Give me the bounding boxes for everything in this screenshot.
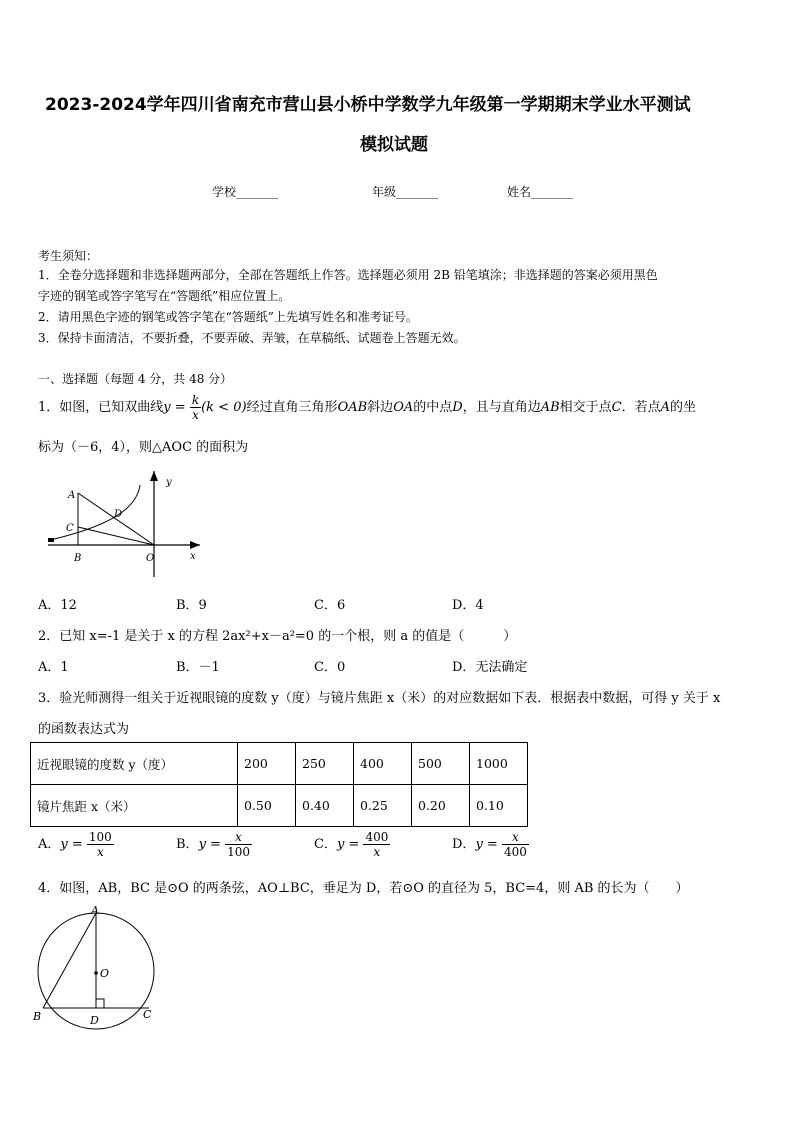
q1-option-c: C．6 (314, 598, 346, 613)
table-cell: 1000 (470, 743, 528, 785)
q1-option-b: B．9 (176, 598, 207, 613)
question-1-line2: 标为（－6，4），则△AOC 的面积为 (38, 440, 249, 455)
label-O: O (100, 967, 110, 980)
label-x: x (190, 551, 196, 562)
question-3-line1: 3．验光师测得一组关于近视眼镜的度数 y（度）与镜片焦距 x（米）的对应数据如下表．根据表中数据，可得 y 关于 x (38, 691, 721, 706)
label-D: D (90, 1014, 99, 1027)
question-1-line1: 1．如图，已知双曲线y = $\frac{k}{x}$ (k < 0)经过直角三角形OAB斜边OA的中点D，且与直角边AB相交于点C．若点A的坐 (38, 393, 697, 422)
label-C: C (66, 523, 74, 534)
x-axis-arrow (190, 541, 200, 549)
hyperbola-curve (50, 485, 140, 540)
q2-option-a: A．1 (38, 660, 69, 675)
label-O: O (146, 553, 155, 564)
question-4: 4．如图，AB，BC 是⊙O 的两条弦，AO⊥BC，垂足为 D，若⊙O 的直径为 5，BC=4，则 AB 的长为（ ） (38, 881, 689, 896)
table-cell: 500 (412, 743, 470, 785)
section-heading: 一、选择题（每题 4 分，共 48 分） (38, 372, 233, 386)
table-row (31, 743, 528, 785)
right-angle-mark (96, 999, 104, 1008)
label-B: B (33, 1010, 42, 1023)
notice-item2: 2．请用黑色字迹的钢笔或答字笔在“答题纸”上先填写姓名和准考证号。 (38, 310, 418, 324)
chord-AB (43, 913, 96, 1008)
segment-CO (78, 527, 154, 545)
label-D: D (114, 509, 123, 520)
q3-option-b: B．y = $\frac{x}{100}$ (176, 830, 250, 859)
table-cell: 0.20 (412, 785, 470, 827)
table-cell: 200 (238, 743, 296, 785)
table-cell: 0.40 (296, 785, 354, 827)
notice-heading: 考生须知： (38, 249, 99, 263)
table-cell: 镜片焦距 x（米） (31, 785, 238, 827)
center-point (94, 971, 98, 975)
q3-option-a: A．y = $\frac{100}{x}$ (38, 830, 112, 859)
q2-option-d: D．无法确定 (452, 660, 528, 675)
grade-field: 年级_______ (372, 185, 439, 199)
table-cell: 0.10 (470, 785, 528, 827)
q2-option-c: C．0 (314, 660, 346, 675)
q3-option-d: D．y = $\frac{x}{400}$ (452, 830, 527, 859)
page-title-line2: 模拟试题 (360, 135, 428, 155)
q1-option-d: D．4 (452, 598, 484, 613)
table-cell: 250 (296, 743, 354, 785)
school-field: 学校_______ (212, 185, 279, 199)
data-table (30, 742, 528, 827)
table-row (31, 785, 528, 827)
page-title-line1: 2023-2024学年四川省南充市营山县小桥中学数学九年级第一学期期末学业水平测试 (45, 95, 691, 115)
notice-item1-line2: 字迹的钢笔或答字笔写在“答题纸”相应位置上。 (38, 289, 291, 303)
y-axis-arrow (150, 471, 158, 481)
label-A: A (68, 490, 76, 501)
notice-item1-line1: 1．全卷分选择题和非选择题两部分，全部在答题纸上作答。选择题必须用 2B 铅笔填涂；非选择题的答案必须用黑色 (38, 268, 658, 282)
label-B: B (74, 553, 82, 564)
question-4-figure (30, 900, 170, 1030)
curve-end-mark (48, 538, 54, 542)
question-3-line2: 的函数表达式为 (38, 722, 130, 737)
label-y: y (166, 477, 172, 488)
label-C: C (143, 1008, 152, 1021)
label-A: A (91, 904, 99, 917)
name-field: 姓名_______ (507, 185, 574, 199)
question-2: 2．已知 x=-1 是关于 x 的方程 2ax²+x－a²=0 的一个根，则 a 的值是（ ） (38, 629, 517, 644)
table-cell: 近视眼镜的度数 y（度） (31, 743, 238, 785)
q2-option-b: B．－1 (176, 660, 220, 675)
table-cell: 0.50 (238, 785, 296, 827)
q3-option-c: C．y = $\frac{400}{x}$ (314, 830, 389, 859)
question-1-figure (40, 465, 210, 580)
table-cell: 0.25 (354, 785, 412, 827)
notice-item3: 3．保持卡面清洁，不要折叠，不要弄破、弄皱，在草稿纸、试题卷上答题无效。 (38, 331, 466, 345)
q1-option-a: A．12 (38, 598, 77, 613)
table-cell: 400 (354, 743, 412, 785)
